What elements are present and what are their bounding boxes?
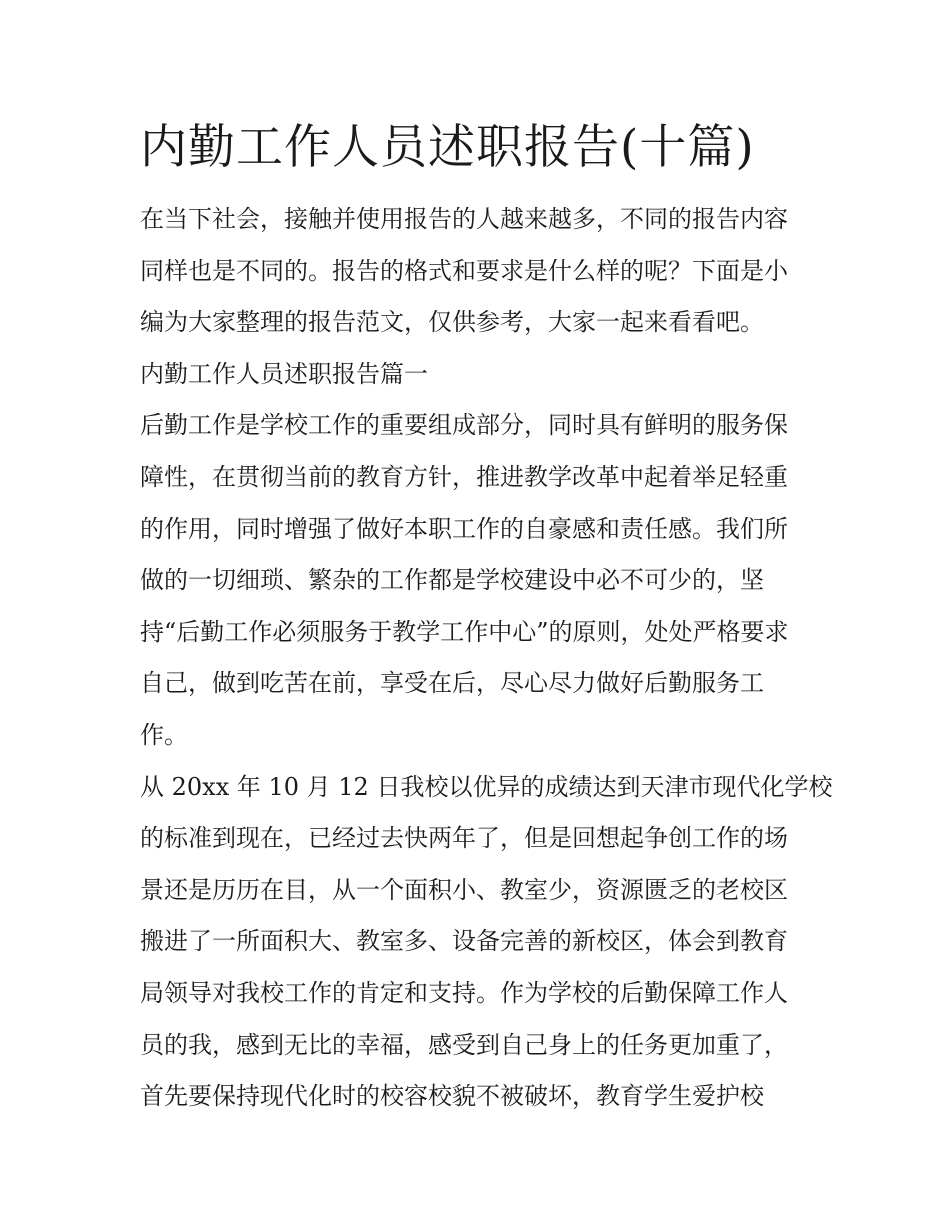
intro-line: 同样也是不同的。报告的格式和要求是什么样的呢？下面是小 [140, 256, 788, 285]
paragraph-line: 首先要保持现代化时的校容校貌不被破坏，教育学生爱护校 [140, 1082, 764, 1111]
body-paragraph-1 [140, 400, 820, 761]
intro-paragraph [140, 194, 820, 349]
paragraph-line: 作。 [140, 720, 188, 749]
intro-line: 编为大家整理的报告范文，仅供参考，大家一起来看看吧。 [140, 308, 764, 337]
paragraph-line: 做的一切细琐、繁杂的工作都是学校建设中必不可少的，坚 [140, 566, 764, 595]
paragraph-line: 的标准到现在，已经过去快两年了，但是回想起争创工作的场 [140, 824, 788, 853]
paragraph-line: 持“后勤工作必须服务于教学工作中心”的原则，处处严格要求 [140, 617, 789, 646]
paragraph-line: 自己，做到吃苦在前，享受在后，尽心尽力做好后勤服务工 [140, 669, 764, 698]
paragraph-line: 障性，在贯彻当前的教育方针，推进教学改革中起着举足轻重 [140, 462, 788, 491]
section-heading: 内勤工作人员述职报告篇一 [140, 359, 428, 388]
intro-line: 在当下社会，接触并使用报告的人越来越多，不同的报告内容 [140, 205, 788, 233]
paragraph-line: 从 20xx 年 10 月 12 日我校以优异的成绩达到天津市现代化学校 [140, 772, 833, 801]
paragraph-line: 搬进了一所面积大、教室多、设备完善的新校区，体会到教育 [140, 927, 788, 956]
document-title: 内勤工作人员述职报告(十篇) [140, 120, 755, 175]
paragraph-line: 员的我，感到无比的幸福，感受到自己身上的任务更加重了， [140, 1030, 788, 1059]
paragraph-line: 后勤工作是学校工作的重要组成部分，同时具有鲜明的服务保 [140, 411, 788, 440]
paragraph-line: 局领导对我校工作的肯定和支持。作为学校的后勤保障工作人 [140, 978, 788, 1007]
paragraph-line: 景还是历历在目，从一个面积小、教室少，资源匮乏的老校区 [140, 875, 788, 904]
body-paragraph-2 [140, 762, 833, 1123]
paragraph-line: 的作用，同时增强了做好本职工作的自豪感和责任感。我们所 [140, 514, 788, 543]
document-page [140, 112, 833, 1123]
